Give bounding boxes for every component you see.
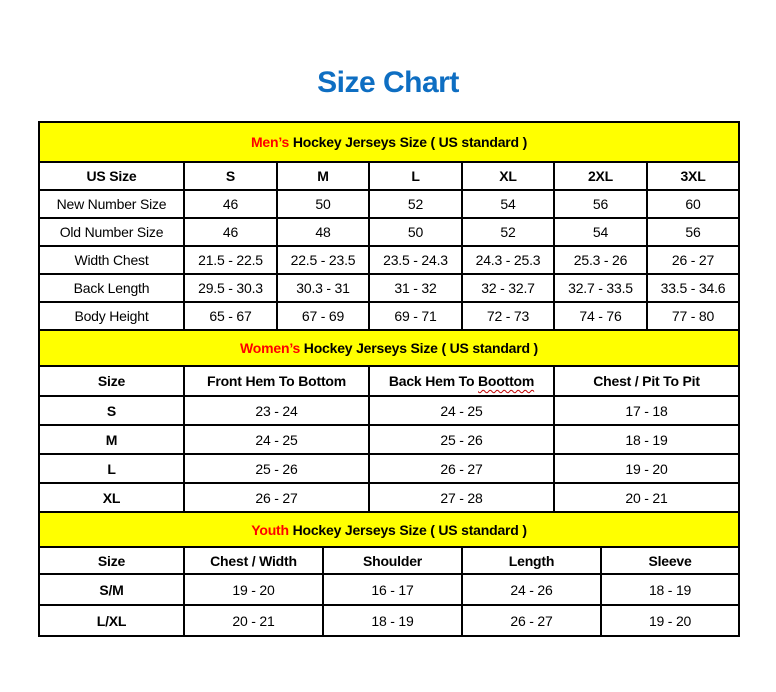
value-cell: 33.5 - 34.6 [647,274,739,302]
row-label: L/XL [39,605,184,636]
row-label: Old Number Size [39,218,184,246]
value-cell: 23.5 - 24.3 [369,246,462,274]
header-cell: Length [462,547,601,574]
table-row [39,454,739,483]
youth-size-table [38,511,740,637]
value-cell: 20 - 21 [554,483,739,512]
value-cell: 52 [369,190,462,218]
value-cell: 22.5 - 23.5 [277,246,369,274]
womens-size-table [38,329,740,513]
mens-banner [39,122,739,162]
value-cell: 25.3 - 26 [554,246,647,274]
value-cell: 19 - 20 [601,605,739,636]
value-cell: 26 - 27 [184,483,369,512]
value-cell: 24 - 25 [369,396,554,425]
mens-banner-row [39,122,739,162]
mens-banner-highlight: Men’s [250,134,290,150]
table-row [39,605,739,636]
row-label: S/M [39,574,184,605]
header-text: Back Hem To [388,373,478,389]
row-label: XL [39,483,184,512]
value-cell: 26 - 27 [462,605,601,636]
header-cell: Chest / Pit To Pit [554,366,739,396]
header-cell: Sleeve [601,547,739,574]
value-cell: 24.3 - 25.3 [462,246,554,274]
header-cell [369,366,554,396]
table-row [39,574,739,605]
row-label: S [39,396,184,425]
value-cell: 74 - 76 [554,302,647,330]
value-cell: 54 [462,190,554,218]
header-cell: Front Hem To Bottom [184,366,369,396]
womens-banner-highlight: Women’s [240,340,301,356]
value-cell: 20 - 21 [184,605,323,636]
table-row [39,274,739,302]
table-row [39,302,739,330]
mens-banner-rest: Hockey Jerseys Size ( US standard ) [289,134,528,150]
womens-banner-row [39,330,739,366]
value-cell: 52 [462,218,554,246]
header-cell: US Size [39,162,184,190]
value-cell: 24 - 25 [184,425,369,454]
row-label: L [39,454,184,483]
header-cell: Shoulder [323,547,462,574]
womens-banner [39,330,739,366]
youth-banner-rest: Hockey Jerseys Size ( US standard ) [288,521,527,538]
header-cell: L [369,162,462,190]
value-cell: 72 - 73 [462,302,554,330]
header-cell: 2XL [554,162,647,190]
table-row [39,396,739,425]
value-cell: 18 - 19 [323,605,462,636]
mens-size-table [38,121,740,331]
table-row [39,425,739,454]
header-cell: Size [39,366,184,396]
youth-header-row [39,547,739,574]
table-row [39,483,739,512]
value-cell: 60 [647,190,739,218]
value-cell: 32 - 32.7 [462,274,554,302]
header-cell: Size [39,547,184,574]
value-cell: 69 - 71 [369,302,462,330]
value-cell: 56 [647,218,739,246]
header-cell: XL [462,162,554,190]
value-cell: 21.5 - 22.5 [184,246,277,274]
table-row [39,246,739,274]
value-cell: 31 - 32 [369,274,462,302]
value-cell: 27 - 28 [369,483,554,512]
womens-banner-rest: Hockey Jerseys Size ( US standard ) [300,340,539,356]
value-cell: 67 - 69 [277,302,369,330]
value-cell: 50 [369,218,462,246]
table-row [39,218,739,246]
youth-banner [39,512,739,547]
value-cell: 26 - 27 [369,454,554,483]
header-cell: 3XL [647,162,739,190]
header-cell: Chest / Width [184,547,323,574]
value-cell: 29.5 - 30.3 [184,274,277,302]
value-cell: 19 - 20 [554,454,739,483]
value-cell: 46 [184,218,277,246]
value-cell: 50 [277,190,369,218]
youth-banner-highlight: Youth [251,521,289,538]
value-cell: 18 - 19 [554,425,739,454]
value-cell: 25 - 26 [184,454,369,483]
row-label: Width Chest [39,246,184,274]
value-cell: 24 - 26 [462,574,601,605]
row-label: Back Length [39,274,184,302]
value-cell: 54 [554,218,647,246]
value-cell: 30.3 - 31 [277,274,369,302]
value-cell: 19 - 20 [184,574,323,605]
value-cell: 16 - 17 [323,574,462,605]
header-cell: M [277,162,369,190]
header-cell: S [184,162,277,190]
row-label: New Number Size [39,190,184,218]
row-label: M [39,425,184,454]
value-cell: 46 [184,190,277,218]
value-cell: 26 - 27 [647,246,739,274]
value-cell: 23 - 24 [184,396,369,425]
page-title: Size Chart [317,66,459,99]
table-row [39,190,739,218]
value-cell: 48 [277,218,369,246]
tables-container [38,121,738,637]
womens-header-row [39,366,739,396]
value-cell: 56 [554,190,647,218]
value-cell: 17 - 18 [554,396,739,425]
row-label: Body Height [39,302,184,330]
youth-banner-row [39,512,739,547]
mens-header-row [39,162,739,190]
value-cell: 65 - 67 [184,302,277,330]
value-cell: 18 - 19 [601,574,739,605]
value-cell: 25 - 26 [369,425,554,454]
value-cell: 77 - 80 [647,302,739,330]
misspelled-word: Boottom [478,373,535,389]
value-cell: 32.7 - 33.5 [554,274,647,302]
